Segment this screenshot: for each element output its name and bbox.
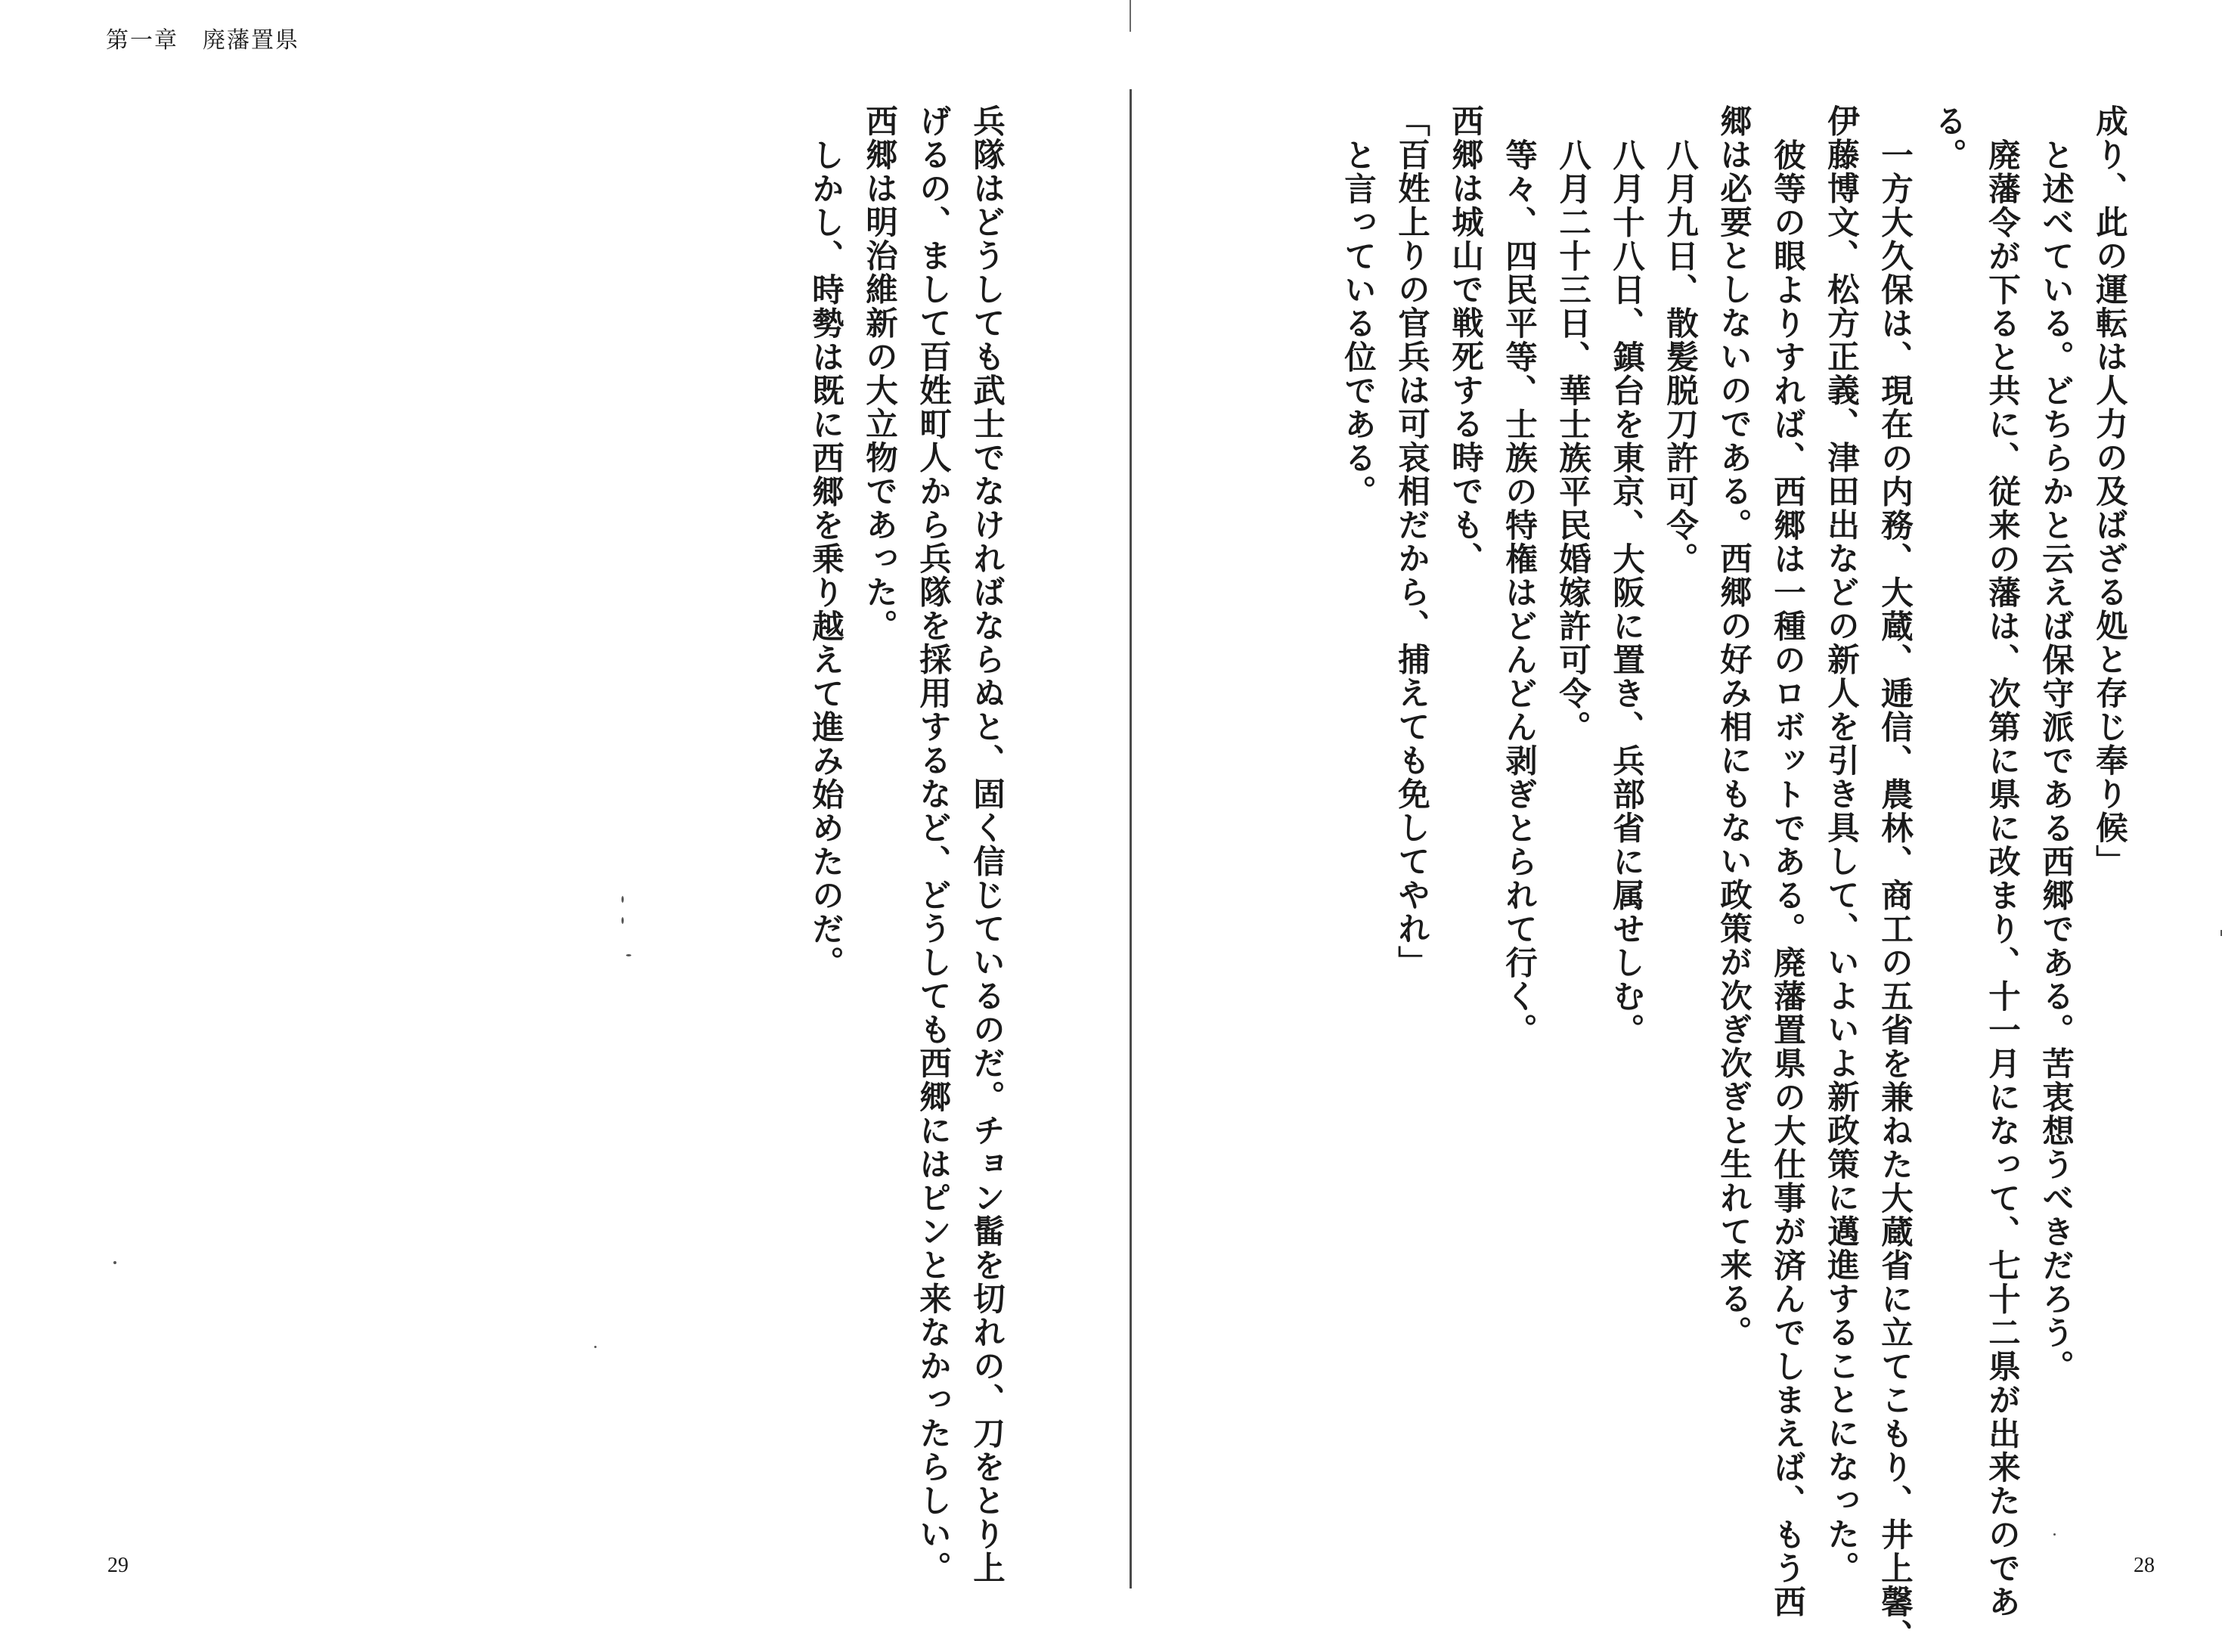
text-line: 八月二十三日、華士族平民婚嫁許可令。 — [1554, 138, 1591, 744]
text-line: 彼等の眼よりすれば、西郷は一種のロボットである。廃藩置県の大仕事が済んでしまえば、もう西 — [1768, 138, 1806, 1619]
gutter-line-top — [1130, 0, 1131, 32]
text-line: 成り、此の運転は人力の及ばざる処と存じ奉り候」 — [2090, 104, 2128, 879]
text-line: 伊藤博文、松方正義、津田出などの新人を引き具して、いよいよ新政策に邁進することになった。 — [1822, 104, 1860, 1585]
text-line: 「百姓上りの官兵は可哀相だから、捕えても免してやれ」 — [1393, 104, 1430, 979]
text-line: 八月九日、散髪脱刀許可令。 — [1661, 138, 1699, 575]
text-line: と言っている位である。 — [1339, 138, 1377, 508]
scan-speck — [113, 1261, 116, 1264]
scan-speck — [626, 954, 631, 956]
page-number-left: 29 — [107, 1554, 129, 1577]
text-line: 等々、四民平等、士族の特権はどんどん剥ぎとられて行く。 — [1500, 138, 1538, 1046]
text-line: 郷は必要としないのである。西郷の好み相にもない政策が次ぎ次ぎと生れて来る。 — [1715, 104, 1752, 1350]
text-line: る。 — [1929, 104, 1967, 172]
running-head: 第一章 廃藩置県 — [106, 27, 299, 54]
text-line: 西郷は城山で戦死する時でも、 — [1446, 104, 1484, 575]
gutter-line — [1130, 89, 1132, 1588]
text-line: 一方大久保は、現在の内務、大蔵、逓信、農林、商工の五省を兼ねた大蔵省に立てこもり、井上馨、 — [1876, 138, 1914, 1652]
text-line: 廃藩令が下ると共に、従来の藩は、次第に県に改まり、十一月になって、七十二県が出来たのであ — [1983, 138, 2021, 1619]
text-line: と述べている。どちらかと云えば保守派である西郷である。苦衷想うべきだろう。 — [2037, 138, 2075, 1383]
scan-speck — [621, 896, 624, 903]
text-line: 八月十八日、鎮台を東京、大阪に置き、兵部省に属せしむ。 — [1607, 138, 1645, 1046]
text-line: しかし、時勢は既に西郷を乗り越えて進み始めたのだ。 — [807, 138, 844, 979]
scan-speck — [621, 917, 624, 924]
right-page-text-column — [1259, 104, 2136, 1652]
page-number-right: 28 — [2134, 1554, 2155, 1577]
text-line: 兵隊はどうしても武士でなければならぬと、固く信じているのだ。チョン髷を切れの、刀をとり上 — [968, 104, 1006, 1585]
text-line: げるの、まして百姓町人から兵隊を採用するなど、どうしても西郷にはピンと来なかったらしい。 — [914, 104, 952, 1585]
left-page — [0, 0, 1128, 1588]
scan-speck — [594, 1346, 597, 1348]
left-page-text-column — [764, 104, 1013, 1585]
text-line: 西郷は明治維新の大立物であった。 — [860, 104, 898, 643]
